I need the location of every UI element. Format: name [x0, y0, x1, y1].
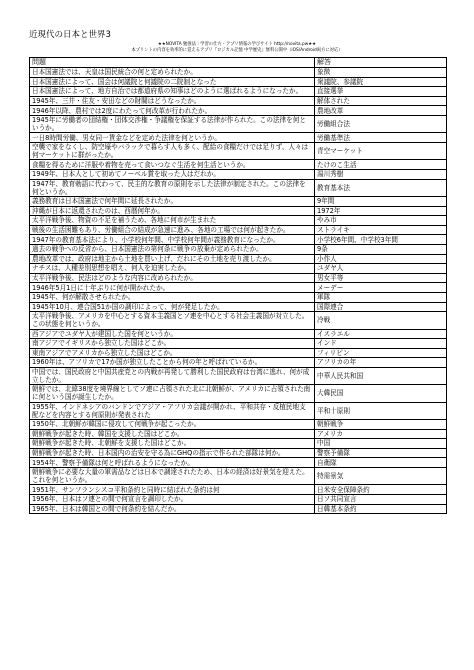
question-cell: 西アジアでユダヤ人が建国した国を何というか。	[30, 329, 315, 339]
qa-table	[29, 57, 447, 514]
question-cell: 過去の戦争への反省から、日本国憲法の第何条に戦争の放棄が定められたか。	[30, 244, 315, 254]
question-cell: 1945年、三井・住友・安田などの財閥はどうなったか。	[30, 96, 315, 106]
answer-cell: 中華人民共和国	[315, 367, 447, 384]
question-cell: ナチスは、人種差別思想を唱え、何人を迫害したか。	[30, 264, 315, 274]
question-cell: 日本国憲法によって、地方自治では都道府県の知事はどのように選ばれるようになったか。	[30, 87, 315, 97]
table-row	[30, 358, 447, 368]
answer-cell: 小作人	[315, 254, 447, 264]
answer-cell: 国際連合	[315, 302, 447, 312]
answer-cell: 教育基本法	[315, 179, 447, 196]
table-row	[30, 468, 447, 485]
answer-header: 解答	[315, 58, 447, 68]
table-row	[30, 329, 447, 339]
page-title: 近現代の日本と世界3	[29, 30, 111, 40]
table-row	[30, 439, 447, 449]
question-cell: 1947年の教育基本法により、小学校何年間、中学校何年間が義務教育になったか。	[30, 235, 315, 245]
table-row	[30, 254, 447, 264]
question-cell: 1945年に労働者の団結権・団体交渉権・争議権を保証する法律が作られた。この法律を何というか。	[30, 115, 315, 132]
question-cell: 食糧を得るために洋服や着物を売って食いつなぐ生活を何生活というか。	[30, 160, 315, 170]
question-cell: 日本国憲法では、天皇は国民統合の何と定められたか。	[30, 68, 315, 78]
table-row	[30, 420, 447, 430]
table-row	[30, 429, 447, 439]
table-row	[30, 96, 447, 106]
question-cell: 一日8時間労働、男女同一賃金などを定めた法律を何というか。	[30, 133, 315, 143]
answer-cell: 特需景気	[315, 468, 447, 485]
table-row	[30, 312, 447, 329]
table-row	[30, 225, 447, 235]
question-cell: 1955年、インドネシアのバンドンでアジア・アフリカ会議が開かれ、平和共存・反植民地支配などを内容とする何原則が発表された	[30, 402, 315, 419]
table-row	[30, 458, 447, 468]
table-row	[30, 216, 447, 226]
table-row	[30, 504, 447, 514]
table-row	[30, 87, 447, 97]
table-row	[30, 106, 447, 116]
table-row	[30, 196, 447, 206]
answer-cell: 象徴	[315, 68, 447, 78]
table-row	[30, 485, 447, 495]
answer-cell: 中国	[315, 439, 447, 449]
answer-cell: ストライキ	[315, 225, 447, 235]
question-header: 問題	[30, 58, 315, 68]
answer-cell: 9条	[315, 244, 447, 254]
question-cell: 朝鮮戦争に必要な大量の軍需品などは日本で調達されたため、日本の経済は好景気を迎えた。これを何というか。	[30, 468, 315, 485]
table-row	[30, 235, 447, 245]
answer-cell: 小学校6年間、中学校3年間	[315, 235, 447, 245]
answer-cell: フィリピン	[315, 348, 447, 358]
question-cell: 朝鮮戦争が起きた時、北朝鮮を支援した国はどこか。	[30, 439, 315, 449]
table-row	[30, 68, 447, 78]
question-cell: 1947年、教育勅語に代わって、民主的な教育の原則を示した法律が制定された。この法律を何というか。	[30, 179, 315, 196]
table-row	[30, 206, 447, 216]
table-row	[30, 367, 447, 384]
question-cell: 1956年、日本はソ連との間で何宣言を調印したか。	[30, 495, 315, 505]
question-cell: 1945年10月、連合国51か国の調印によって、何が発足したか。	[30, 302, 315, 312]
answer-cell: たけのこ生活	[315, 160, 447, 170]
question-cell: 農地改革では、政府は地主から土地を買い上げ、だれにその土地を売り渡したか。	[30, 254, 315, 264]
question-cell: 東南アジアでアメリカから独立した国はどこか。	[30, 348, 315, 358]
answer-cell: メーデー	[315, 283, 447, 293]
question-cell: 沖縄が日本に返還されたのは、西暦何年か。	[30, 206, 315, 216]
table-row	[30, 283, 447, 293]
answer-cell: 平和十原則	[315, 402, 447, 419]
question-cell: 1950年、北朝鮮が韓国に侵攻して何戦争が起こったか。	[30, 420, 315, 430]
answer-cell: 軍隊	[315, 292, 447, 302]
question-cell: 朝鮮戦争が起きた時、韓国を支援した国はどこか。	[30, 429, 315, 439]
answer-cell: 労働組合法	[315, 115, 447, 132]
table-row	[30, 244, 447, 254]
answer-cell: 日米安全保障条約	[315, 485, 447, 495]
table-row	[30, 339, 447, 349]
question-cell: 1960年は、アフリカで17か国が独立したことから何の年と呼ばれているか。	[30, 358, 315, 368]
question-cell: 1954年、警察予備隊は何と呼ばれるようになったか。	[30, 458, 315, 468]
answer-cell: 労働基準法	[315, 133, 447, 143]
question-cell: 1946年5月1日に十年ぶりに何が開かれたか。	[30, 283, 315, 293]
question-cell: 1951年、サンフランシスコ平和条約と同時に結ばれた条約は何	[30, 485, 315, 495]
question-cell: 朝鮮戦争が起きた時、日本国内の治安を守る為にGHQの指示で作られた部隊は何か。	[30, 448, 315, 458]
question-cell: 太平洋戦争後、民法はどのような内容に改められたか。	[30, 273, 315, 283]
table-row	[30, 348, 447, 358]
table-row	[30, 292, 447, 302]
table-row	[30, 495, 447, 505]
answer-cell: ユダヤ人	[315, 264, 447, 274]
answer-cell: 青空マーケット	[315, 142, 447, 159]
table-row	[30, 160, 447, 170]
answer-cell: 9年間	[315, 196, 447, 206]
table-row	[30, 133, 447, 143]
question-cell: 1946年以降、農村では2度にわたって何改革が行われたか。	[30, 106, 315, 116]
answer-cell: 湯川秀樹	[315, 169, 447, 179]
question-cell: 日本国憲法によって、国会は何議院と何議院の二院制となった	[30, 77, 315, 87]
question-cell: 1965年、日本は韓国との間で何条約を結んだか。	[30, 504, 315, 514]
question-cell: 南アジアでイギリスから独立した国はどこか。	[30, 339, 315, 349]
table-row	[30, 264, 447, 274]
question-cell: 戦後の生活困難もあり、労働組合の結成が急速に進み、各地の工場では何が起きたか。	[30, 225, 315, 235]
answer-cell: 衆議院、参議院	[315, 77, 447, 87]
site-credit: ★★NOVITA 勉強法｜学習の仕方・アプリ情報の学びサイト http://novita.pw★★	[157, 42, 317, 47]
table-row	[30, 142, 447, 159]
question-cell: 1949年、日本人として初めてノーベル賞を取った人はだれか。	[30, 169, 315, 179]
answer-cell: 冷戦	[315, 312, 447, 329]
header-row	[30, 58, 447, 68]
table-row	[30, 402, 447, 419]
table-row	[30, 385, 447, 402]
answer-cell: 農地改革	[315, 106, 447, 116]
question-cell: 太平洋戦争後、アメリカを中心とする資本主義国とソ連を中心とする社会主義国が対立した。この状態を何というか。	[30, 312, 315, 329]
answer-cell: やみ市	[315, 216, 447, 226]
question-cell: 朝鮮では、北緯38度を境界線としてソ連に占領された北に北朝鮮が、アメリカに占領された南に何という国が誕生したか。	[30, 385, 315, 402]
answer-cell: 日ソ共同宣言	[315, 495, 447, 505]
answer-cell: 大韓民国	[315, 385, 447, 402]
question-cell: 太平洋戦争後、物資の不足を補うため、各地に何市が生まれた	[30, 216, 315, 226]
answer-cell: イスラエル	[315, 329, 447, 339]
qa-rows	[30, 68, 447, 514]
question-cell: 空襲で家をなくし、防空壕やバラックで暮らす人も多く、配給の食糧だけでは足りず、人々は何マーケットに群がったか。	[30, 142, 315, 159]
answer-cell: 朝鮮戦争	[315, 420, 447, 430]
answer-cell: アメリカ	[315, 429, 447, 439]
answer-cell: インド	[315, 339, 447, 349]
question-cell: 義務教育は日本国憲法で何年間に延長されたか。	[30, 196, 315, 206]
answer-cell: 解体された	[315, 96, 447, 106]
answer-cell: 自衛隊	[315, 458, 447, 468]
table-row	[30, 115, 447, 132]
question-cell: 中国では、国民政府と中国共産党との内戦が再発して勝利した国民政府は台湾に逃れ、何が成立したか。	[30, 367, 315, 384]
answer-cell: 男女平等	[315, 273, 447, 283]
table-row	[30, 273, 447, 283]
table-row	[30, 77, 447, 87]
answer-cell: 警察予備隊	[315, 448, 447, 458]
answer-cell: 日韓基本条約	[315, 504, 447, 514]
question-cell: 1945年、何が解散させられたか。	[30, 292, 315, 302]
table-row	[30, 302, 447, 312]
app-credit: 本プリントの内容を効率的に覚えるアプリ『ロジカル記憶 中学歴史』無料公開中（iOS/Android両方に対応）	[131, 48, 343, 53]
answer-cell: アフリカの年	[315, 358, 447, 368]
table-row	[30, 169, 447, 179]
table-row	[30, 179, 447, 196]
answer-cell: 1972年	[315, 206, 447, 216]
answer-cell: 直接選挙	[315, 87, 447, 97]
table-row	[30, 448, 447, 458]
